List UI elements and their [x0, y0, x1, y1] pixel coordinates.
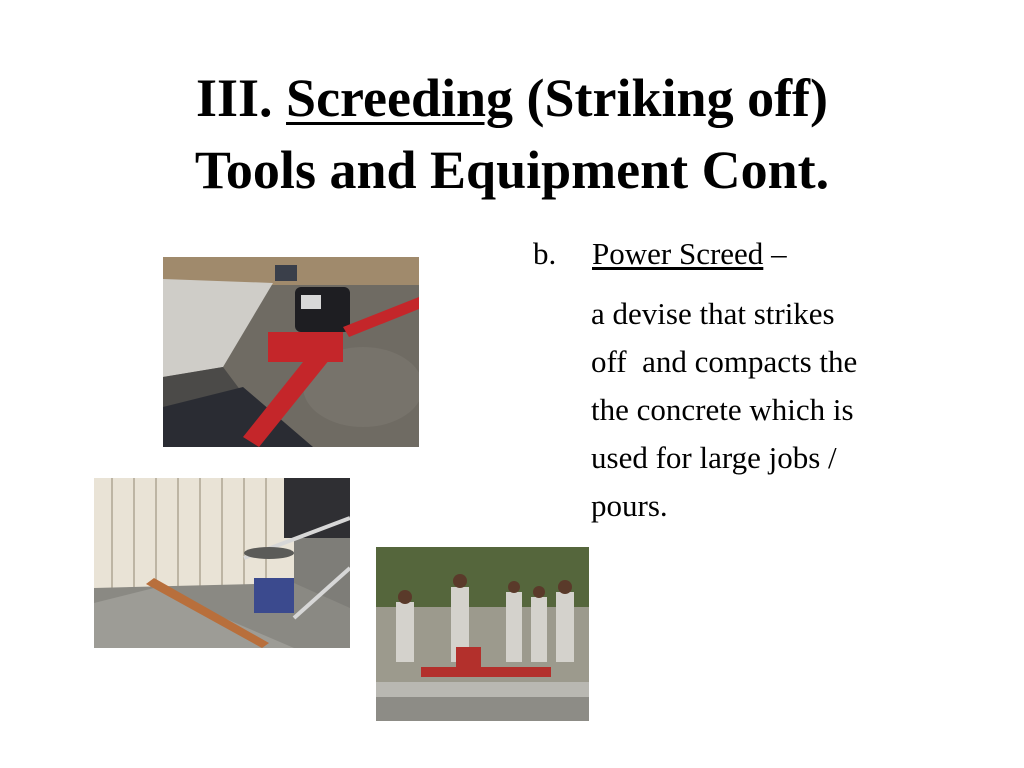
bullet-heading-text: Power Screed	[592, 236, 764, 271]
description-line: used for large jobs /	[591, 440, 837, 475]
title-line-1	[0, 62, 1024, 134]
screed-along-wall-photo	[94, 478, 350, 648]
description-line: a devise that strikes	[591, 296, 835, 331]
title-prefix: III.	[195, 68, 273, 128]
slide-title	[0, 62, 1024, 206]
bullet-marker: b.	[533, 236, 557, 271]
bullet-dash: –	[771, 236, 787, 271]
title-underlined-word: Screeding	[286, 68, 514, 128]
description-line: the concrete which is	[591, 392, 854, 427]
bullet-heading	[592, 234, 787, 274]
description-line: pours.	[591, 488, 668, 523]
title-line-2: Tools and Equipment Cont.	[194, 140, 830, 200]
title-suffix: (Striking off)	[526, 68, 829, 128]
bullet-description	[591, 290, 951, 530]
power-screed-on-concrete-photo	[163, 257, 419, 447]
crew-operating-screed-photo	[376, 547, 589, 721]
description-line: off and compacts the	[591, 344, 858, 379]
